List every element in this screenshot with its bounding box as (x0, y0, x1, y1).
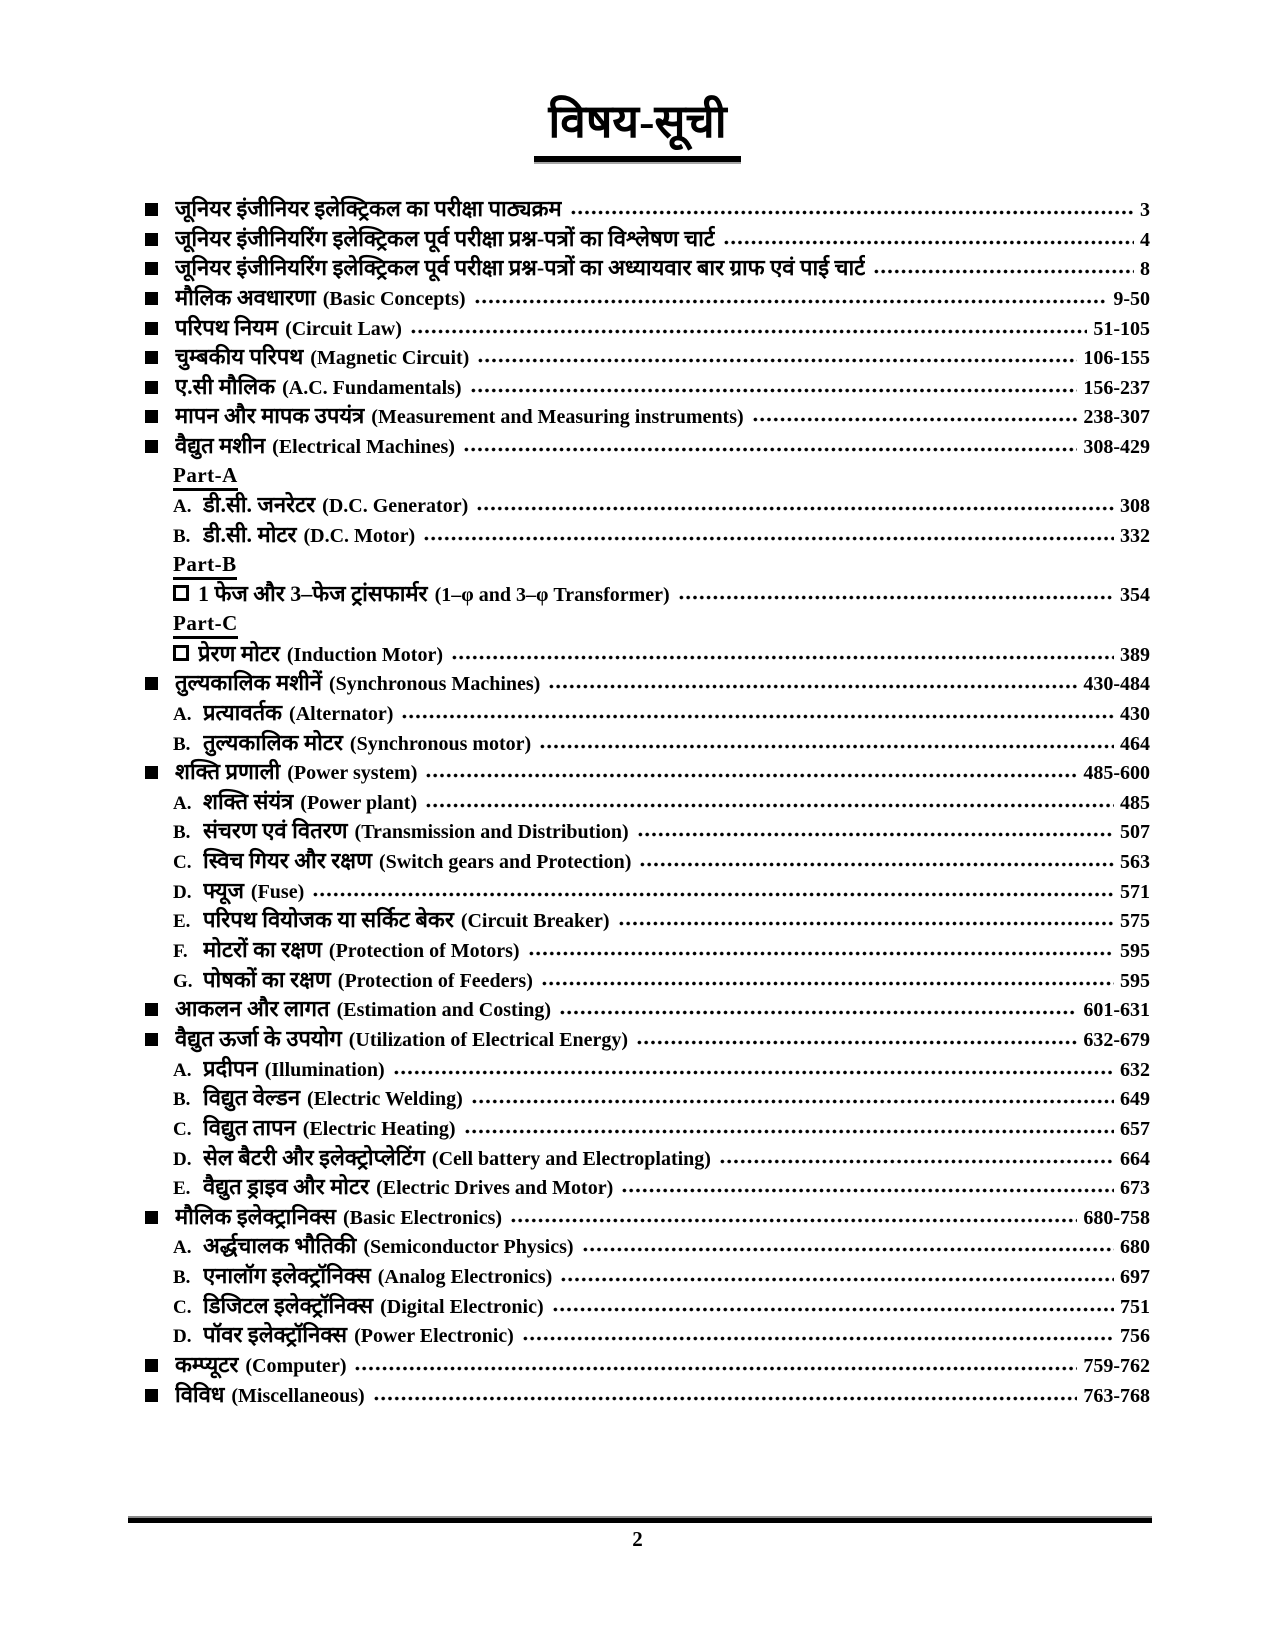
toc-entry-title-english: (Basic Concepts) (322, 287, 466, 310)
toc-entry-title-english: (Protection of Feeders) (337, 969, 533, 992)
toc-entry-label (175, 342, 469, 375)
toc-entry-label (175, 431, 455, 464)
toc-row (145, 283, 1150, 313)
toc-entry-title-english: (Electric Heating) (302, 1117, 456, 1140)
part-heading-row (145, 461, 1150, 491)
toc-entry-title-hindi: परिपथ वियोजक या सर्किट बेकर (203, 907, 454, 933)
toc-row (145, 401, 1150, 431)
toc-entry-title-hindi: एनालॉग इलेक्ट्रॉनिक्स (203, 1263, 371, 1289)
dot-leader (559, 1009, 1077, 1016)
toc-entry-title-english: (Utilization of Electrical Energy) (348, 1028, 629, 1051)
part-heading-row (145, 550, 1150, 580)
dot-leader (552, 1306, 1114, 1313)
hollow-square-bullet-icon (173, 645, 189, 661)
toc-entry-label (203, 965, 533, 998)
toc-entry-title-english: (Semiconductor Physics) (363, 1236, 574, 1259)
toc-entry-title-hindi: मौलिक अवधारणा (175, 284, 316, 310)
toc-entry-title-hindi: डी.सी. जनरेटर (203, 492, 316, 518)
toc-entry-letter: C. (173, 1296, 192, 1318)
toc-entry-label (175, 253, 865, 286)
toc-entry-title-english: (Electric Welding) (307, 1088, 463, 1111)
toc-entry-page-number: 673 (1120, 1177, 1150, 1200)
toc-entry-title-hindi: प्रत्यावर्तक (203, 699, 283, 725)
toc-entry-title-english: (Cell battery and Electroplating) (431, 1147, 711, 1170)
toc-entry-page-number: 680-758 (1083, 1206, 1150, 1229)
toc-entry-title-hindi: वैद्युत ऊर्जा के उपयोग (175, 1025, 342, 1051)
toc-row (145, 965, 1150, 995)
toc-row (145, 846, 1150, 876)
dot-leader (637, 831, 1114, 838)
dot-leader (582, 1246, 1114, 1253)
toc-entry-title-hindi: विद्युत वेल्डन (203, 1085, 301, 1111)
toc-entry-label (175, 668, 540, 701)
table-of-contents (145, 194, 1150, 1409)
toc-entry-title-hindi: चुम्बकीय परिपथ (175, 344, 304, 370)
toc-row (145, 194, 1150, 224)
toc-entry-page-number: 308 (1120, 495, 1150, 518)
dot-leader (451, 654, 1114, 661)
toc-entry-page-number: 389 (1120, 643, 1150, 666)
toc-entry-title-hindi: ए.सी मौलिक (175, 373, 276, 399)
toc-row (145, 728, 1150, 758)
toc-entry-title-english: (Circuit Law) (285, 317, 402, 340)
toc-entry-title-hindi: मौलिक इलेक्ट्रानिक्स (175, 1203, 336, 1229)
toc-row (145, 1054, 1150, 1084)
part-heading: Part-A (173, 463, 238, 491)
toc-entry-label (175, 1202, 502, 1235)
toc-row (145, 313, 1150, 343)
toc-entry-title-hindi: पॉवर इलेक्ट्रॉनिक्स (203, 1322, 348, 1348)
toc-entry-title-english: (Protection of Motors) (328, 940, 520, 963)
toc-entry-title-english: (Basic Electronics) (343, 1206, 503, 1229)
toc-row (145, 1261, 1150, 1291)
toc-entry-letter: B. (173, 1267, 191, 1289)
toc-row (145, 253, 1150, 283)
toc-entry-label (175, 283, 466, 316)
toc-entry-label (203, 698, 393, 731)
toc-row (145, 431, 1150, 461)
filled-square-bullet-icon (145, 292, 158, 305)
toc-entry-label (203, 1113, 456, 1146)
toc-entry-title-english: (Induction Motor) (286, 643, 443, 666)
toc-row (145, 1024, 1150, 1054)
toc-entry-page-number: 697 (1120, 1266, 1150, 1289)
filled-square-bullet-icon (145, 1389, 158, 1402)
toc-entry-page-number: 156-237 (1083, 376, 1150, 399)
toc-entry-label (175, 313, 402, 346)
filled-square-bullet-icon (145, 322, 158, 335)
toc-entry-page-number: 601-631 (1083, 999, 1150, 1022)
toc-entry-letter: E. (173, 1178, 191, 1200)
toc-entry-label (203, 905, 610, 938)
toc-entry-label (175, 994, 551, 1027)
toc-entry-page-number: 238-307 (1083, 406, 1150, 429)
toc-entry-page-number: 763-768 (1083, 1384, 1150, 1407)
toc-entry-label (175, 1024, 628, 1057)
toc-entry-title-english: (Synchronous Machines) (328, 673, 541, 696)
dot-leader (752, 416, 1078, 423)
dot-leader (621, 1187, 1114, 1194)
toc-entry-title-hindi: तुल्यकालिक मशीनें (175, 670, 322, 696)
toc-entry-label (203, 1172, 613, 1205)
toc-entry-label (175, 194, 562, 227)
toc-entry-label (203, 1054, 385, 1087)
toc-entry-title-english: (Electrical Machines) (272, 436, 455, 459)
toc-entry-page-number: 354 (1120, 584, 1150, 607)
toc-entry-label (175, 1350, 346, 1383)
toc-entry-title-hindi: शक्ति प्रणाली (175, 759, 281, 785)
toc-entry-label (203, 520, 415, 553)
toc-entry-title-hindi: डिजिटल इलेक्ट्रॉनिक्स (203, 1292, 374, 1318)
toc-entry-title-english: (Alternator) (289, 702, 394, 725)
toc-entry-title-english: (Illumination) (264, 1058, 385, 1081)
toc-row (145, 876, 1150, 906)
toc-entry-label (203, 935, 520, 968)
toc-entry-title-hindi: कम्प्यूटर (175, 1351, 239, 1377)
toc-entry-page-number: 756 (1120, 1325, 1150, 1348)
toc-entry-letter: B. (173, 526, 191, 548)
toc-entry-page-number: 430 (1120, 702, 1150, 725)
toc-entry-page-number: 632-679 (1083, 1028, 1150, 1051)
filled-square-bullet-icon (145, 1359, 158, 1372)
footer-rule-black-line (128, 1518, 1152, 1523)
filled-square-bullet-icon (145, 1211, 158, 1224)
toc-entry-label (203, 876, 304, 909)
toc-row (145, 372, 1150, 402)
title-block (0, 92, 1275, 162)
toc-entry-title-english: (D.C. Motor) (303, 525, 416, 548)
toc-entry-title-english: (Power system) (287, 762, 418, 785)
toc-entry-page-number: 595 (1120, 969, 1150, 992)
toc-entry-title-english: (Computer) (245, 1354, 347, 1377)
dot-leader (548, 683, 1077, 690)
toc-entry-label (203, 1231, 574, 1264)
toc-row (145, 1172, 1150, 1202)
toc-entry-page-number: 430-484 (1083, 673, 1150, 696)
toc-entry-title-hindi: संचरण एवं वितरण (203, 818, 348, 844)
toc-entry-title-hindi: अर्द्धचालक भौतिकी (203, 1233, 357, 1259)
filled-square-bullet-icon (145, 1003, 158, 1016)
toc-entry-page-number: 3 (1140, 199, 1150, 221)
dot-leader (393, 1069, 1114, 1076)
dot-leader (477, 357, 1077, 364)
toc-entry-title-english: (D.C. Generator) (322, 495, 469, 518)
toc-entry-title-hindi: जूनियर इंजीनियरिंग इलेक्ट्रिकल पूर्व परीक्षा प्रश्न-पत्रों का विश्लेषण चार्ट (175, 225, 715, 251)
filled-square-bullet-icon (145, 766, 158, 779)
toc-entry-page-number: 507 (1120, 821, 1150, 844)
dot-leader (522, 1335, 1114, 1342)
toc-entry-letter: F. (173, 941, 188, 963)
toc-entry-letter: A. (173, 792, 192, 814)
toc-entry-label (203, 490, 468, 523)
dot-leader (528, 950, 1114, 957)
page-title: विषय-सूची (534, 92, 740, 162)
toc-row (145, 1083, 1150, 1113)
toc-entry-page-number: 649 (1120, 1088, 1150, 1111)
toc-entry-letter: A. (173, 703, 192, 725)
toc-entry-title-hindi: वैद्युत मशीन (175, 433, 266, 459)
toc-row (145, 1350, 1150, 1380)
toc-entry-title-hindi: आकलन और लागत (175, 996, 330, 1022)
toc-entry-label (203, 1320, 514, 1353)
dot-leader (618, 920, 1115, 927)
filled-square-bullet-icon (145, 262, 158, 275)
toc-entry-title-english: (Analog Electronics) (377, 1266, 553, 1289)
toc-row (145, 579, 1150, 609)
toc-row (145, 342, 1150, 372)
toc-row (145, 520, 1150, 550)
dot-leader (510, 1217, 1077, 1224)
toc-entry-label (203, 1083, 463, 1116)
toc-row (145, 1320, 1150, 1350)
toc-row (145, 224, 1150, 254)
toc-row (145, 787, 1150, 817)
toc-row (145, 668, 1150, 698)
toc-entry-letter: C. (173, 1118, 192, 1140)
toc-entry-letter: A. (173, 496, 192, 518)
toc-row (145, 1113, 1150, 1143)
toc-entry-title-english: (Circuit Breaker) (460, 910, 610, 933)
toc-entry-page-number: 464 (1120, 732, 1150, 755)
filled-square-bullet-icon (145, 233, 158, 246)
dot-leader (723, 239, 1134, 246)
toc-entry-letter: A. (173, 1237, 192, 1259)
part-heading: Part-B (173, 552, 237, 580)
toc-row (145, 698, 1150, 728)
toc-entry-title-hindi: परिपथ नियम (175, 314, 279, 340)
dot-leader (312, 891, 1114, 898)
toc-entry-label (198, 579, 670, 612)
toc-row (145, 905, 1150, 935)
filled-square-bullet-icon (145, 440, 158, 453)
hollow-square-bullet-icon (173, 585, 189, 601)
dot-leader (425, 802, 1114, 809)
toc-entry-page-number: 575 (1120, 910, 1150, 933)
dot-leader (476, 505, 1114, 512)
toc-entry-letter: C. (173, 852, 192, 874)
toc-entry-page-number: 485-600 (1083, 762, 1150, 785)
toc-row (145, 490, 1150, 520)
toc-entry-title-hindi: 1 फेज और 3–फेज ट्रांसफार्मर (198, 581, 428, 607)
toc-row (145, 1202, 1150, 1232)
toc-entry-label (175, 757, 417, 790)
toc-entry-page-number: 571 (1120, 880, 1150, 903)
part-heading: Part-C (173, 611, 238, 639)
toc-entry-page-number: 9-50 (1113, 287, 1150, 310)
dot-leader (470, 387, 1078, 394)
toc-entry-letter: E. (173, 911, 191, 933)
dot-leader (401, 713, 1114, 720)
toc-entry-page-number: 657 (1120, 1117, 1150, 1140)
toc-entry-letter: B. (173, 733, 191, 755)
toc-entry-title-english: (1–φ and 3–φ Transformer) (434, 584, 670, 607)
toc-entry-title-hindi: जूनियर इंजीनियरिंग इलेक्ट्रिकल पूर्व परीक्षा प्रश्न-पत्रों का अध्यायवार बार ग्राफ एवं पाई चार्ट (175, 255, 866, 281)
toc-entry-page-number: 308-429 (1083, 436, 1150, 459)
toc-entry-label (203, 787, 417, 820)
toc-entry-title-hindi: मोटरों का रक्षण (203, 937, 322, 963)
toc-entry-letter: B. (173, 822, 191, 844)
toc-entry-label (175, 372, 462, 405)
toc-entry-title-english: (Switch gears and Protection) (378, 851, 632, 874)
toc-entry-page-number: 680 (1120, 1236, 1150, 1259)
dot-leader (639, 861, 1114, 868)
toc-entry-letter: G. (173, 970, 193, 992)
filled-square-bullet-icon (145, 410, 158, 423)
toc-entry-title-hindi: स्विच गियर और रक्षण (203, 848, 372, 874)
toc-entry-title-hindi: तुल्यकालिक मोटर (203, 729, 343, 755)
dot-leader (354, 1365, 1077, 1372)
toc-entry-letter: B. (173, 1089, 191, 1111)
filled-square-bullet-icon (145, 1033, 158, 1046)
footer-rule (128, 1516, 1152, 1523)
toc-row (145, 1143, 1150, 1173)
toc-entry-page-number: 4 (1140, 228, 1150, 251)
toc-entry-title-english: (Electric Drives and Motor) (376, 1177, 614, 1200)
toc-entry-page-number: 632 (1120, 1058, 1150, 1081)
toc-entry-label (203, 816, 629, 849)
toc-row (145, 1380, 1150, 1410)
toc-row (145, 1231, 1150, 1261)
toc-entry-title-hindi: सेल बैटरी और इलेक्ट्रोप्लेटिंग (203, 1144, 425, 1170)
toc-entry-title-english: (Power plant) (300, 791, 418, 814)
toc-entry-letter: A. (173, 1059, 192, 1081)
part-heading-row (145, 609, 1150, 639)
filled-square-bullet-icon (145, 351, 158, 364)
dot-leader (464, 1128, 1115, 1135)
dot-leader (474, 298, 1108, 305)
toc-entry-label (175, 1380, 365, 1413)
toc-entry-title-english: (Magnetic Circuit) (310, 347, 470, 370)
toc-entry-label (175, 224, 715, 257)
dot-leader (425, 772, 1077, 779)
dot-leader (410, 328, 1087, 335)
toc-entry-title-english: (Transmission and Distribution) (354, 821, 629, 844)
dot-leader (678, 594, 1114, 601)
dot-leader (423, 535, 1114, 542)
toc-entry-title-hindi: शक्ति संयंत्र (203, 788, 294, 814)
toc-entry-title-hindi: डी.सी. मोटर (203, 522, 297, 548)
toc-entry-letter: D. (173, 881, 192, 903)
toc-entry-page-number: 595 (1120, 940, 1150, 963)
toc-row (145, 757, 1150, 787)
toc-entry-title-hindi: विविध (175, 1381, 225, 1407)
toc-row (145, 639, 1150, 669)
toc-entry-title-english: (Measurement and Measuring instruments) (371, 406, 744, 429)
toc-entry-page-number: 485 (1120, 791, 1150, 814)
dot-leader (719, 1158, 1114, 1165)
toc-entry-label (203, 1291, 544, 1324)
toc-entry-title-hindi: प्रेरण मोटर (198, 640, 280, 666)
toc-entry-title-hindi: वैद्युत ड्राइव और मोटर (203, 1174, 370, 1200)
toc-row (145, 1291, 1150, 1321)
toc-entry-label (175, 401, 744, 434)
toc-entry-label (203, 846, 631, 879)
toc-entry-page-number: 332 (1120, 525, 1150, 548)
dot-leader (373, 1395, 1078, 1402)
toc-entry-label (203, 728, 531, 761)
toc-row (145, 816, 1150, 846)
dot-leader (873, 268, 1134, 275)
toc-entry-title-english: (Synchronous motor) (349, 732, 532, 755)
toc-entry-page-number: 51-105 (1093, 317, 1150, 340)
toc-entry-title-hindi: फ्यूज (203, 877, 244, 903)
filled-square-bullet-icon (145, 381, 158, 394)
toc-entry-title-english: (Estimation and Costing) (336, 999, 552, 1022)
footer-page-number: 2 (632, 1527, 643, 1551)
toc-row (145, 994, 1150, 1024)
toc-entry-title-hindi: प्रदीपन (203, 1055, 258, 1081)
toc-entry-title-hindi: विद्युत तापन (203, 1114, 296, 1140)
toc-entry-page-number: 759-762 (1083, 1354, 1150, 1377)
dot-leader (636, 1039, 1077, 1046)
toc-entry-label (203, 1143, 711, 1176)
dot-leader (539, 743, 1114, 750)
toc-entry-title-hindi: जूनियर इंजीनियर इलेक्ट्रिकल का परीक्षा पाठ्यक्रम (175, 196, 562, 221)
dot-leader (541, 980, 1114, 987)
toc-entry-letter: D. (173, 1326, 192, 1348)
toc-entry-title-english: (Digital Electronic) (380, 1295, 544, 1318)
toc-entry-label (198, 639, 443, 672)
filled-square-bullet-icon (145, 677, 158, 690)
dot-leader (570, 209, 1134, 216)
toc-entry-title-english: (Fuse) (250, 880, 305, 903)
toc-entry-page-number: 664 (1120, 1147, 1150, 1170)
toc-entry-page-number: 563 (1120, 851, 1150, 874)
toc-entry-title-english: (Power Electronic) (354, 1325, 514, 1348)
toc-entry-page-number: 106-155 (1083, 347, 1150, 370)
toc-entry-label (203, 1261, 552, 1294)
filled-square-bullet-icon (145, 203, 158, 216)
toc-entry-title-english: (A.C. Fundamentals) (282, 376, 462, 399)
toc-entry-title-hindi: मापन और मापक उपयंत्र (175, 403, 365, 429)
toc-entry-title-hindi: पोषकों का रक्षण (203, 966, 331, 992)
toc-entry-page-number: 751 (1120, 1295, 1150, 1318)
dot-leader (471, 1098, 1114, 1105)
dot-leader (560, 1276, 1114, 1283)
toc-entry-title-english: (Miscellaneous) (231, 1384, 365, 1407)
toc-entry-page-number: 8 (1140, 258, 1150, 281)
toc-row (145, 935, 1150, 965)
dot-leader (463, 446, 1077, 453)
toc-entry-letter: D. (173, 1148, 192, 1170)
